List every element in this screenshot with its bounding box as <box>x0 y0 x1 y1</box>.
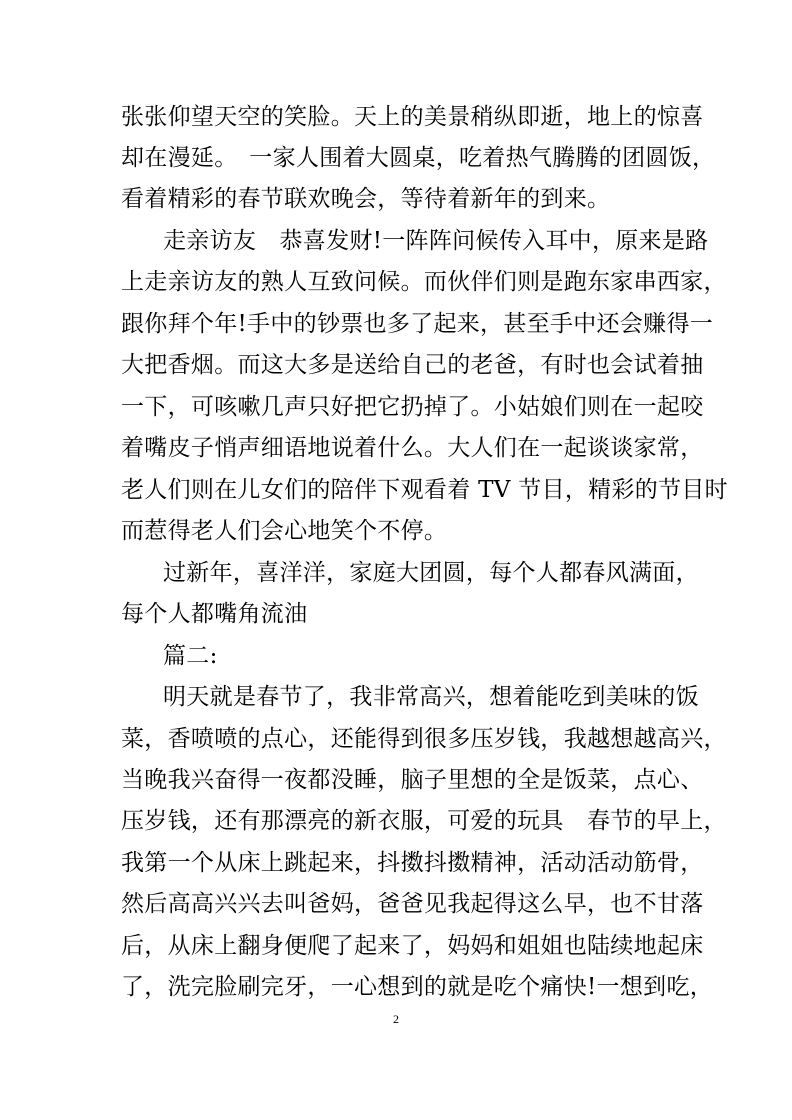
text-line: 而惹得老人们会心地笑个不停。 <box>121 518 448 544</box>
text-line: 走亲访友 恭喜发财!一阵阵问候传入耳中，原来是路 <box>163 228 709 254</box>
text-line: 老人们则在儿女们的陪伴下观看着 TV 节目，精彩的节目时 <box>121 477 728 503</box>
text-line: 看着精彩的春节联欢晚会，等待着新年的到来。 <box>121 186 611 212</box>
text-line: 张张仰望天空的笑脸。天上的美景稍纵即逝，地上的惊喜 <box>121 104 704 130</box>
text-line: 后，从床上翻身便爬了起来了，妈妈和姐姐也陆续地起床 <box>121 933 704 959</box>
section-heading: 篇二: <box>163 643 218 669</box>
text-line: 着嘴皮子悄声细语地说着什么。大人们在一起谈谈家常， <box>121 435 704 461</box>
text-line: 压岁钱，还有那漂亮的新衣服，可爱的玩具 春节的早上， <box>121 808 727 834</box>
text-line: 却在漫延。 一家人围着大圆桌，吃着热气腾腾的团圆饭， <box>121 145 716 171</box>
text-line: 一下，可咳嗽几声只好把它扔掉了。小姑娘们则在一起咬 <box>121 394 704 420</box>
text-line: 大把香烟。而这大多是送给自己的老爸，有时也会试着抽 <box>121 352 704 378</box>
text-line: 明天就是春节了，我非常高兴，想着能吃到美味的饭 <box>163 684 699 710</box>
text-line: 然后高高兴兴去叫爸妈，爸爸见我起得这么早，也不甘落 <box>121 891 704 917</box>
text-line: 菜，香喷喷的点心，还能得到很多压岁钱，我越想越高兴， <box>121 726 727 752</box>
text-line: 上走亲访友的熟人互致问候。而伙伴们则是跑东家串西家， <box>121 269 727 295</box>
text-line: 跟你拜个年!手中的钞票也多了起来，甚至手中还会赚得一 <box>121 311 714 337</box>
text-line: 每个人都嘴角流油 <box>121 601 308 627</box>
text-line: 过新年，喜洋洋，家庭大团圆，每个人都春风满面， <box>163 560 699 586</box>
text-line: 了，洗完脸刷完牙，一心想到的就是吃个痛快!一想到吃， <box>121 974 714 1000</box>
text-line: 当晚我兴奋得一夜都没睡，脑子里想的全是饭菜，点心、 <box>121 767 704 793</box>
page-number: 2 <box>393 1012 399 1026</box>
text-line: 我第一个从床上跳起来，抖擞抖擞精神，活动活动筋骨， <box>121 850 704 876</box>
